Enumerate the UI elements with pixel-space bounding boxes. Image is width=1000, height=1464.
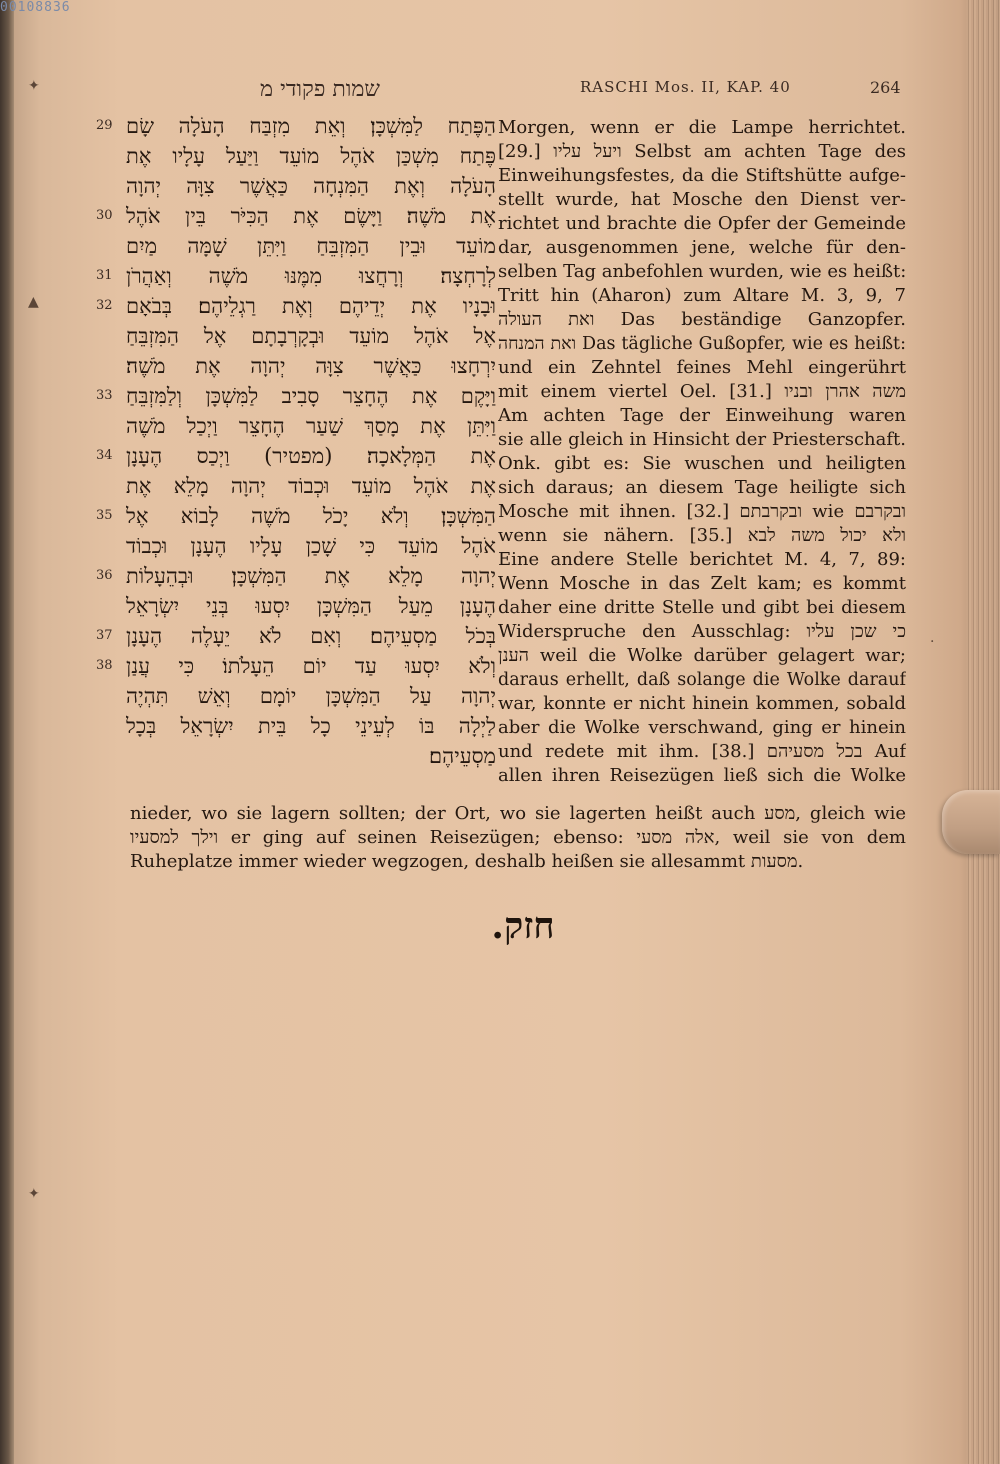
scan-id: 00108836 (0, 0, 71, 15)
german-line: Morgen, wenn er die Lampe herrichtet. (498, 117, 906, 138)
hebrew-line (96, 202, 496, 230)
german-line: sie alle gleich in Hinsicht der Priesterschaft. (498, 429, 906, 450)
german-line: Widerspruche den Ausschlag: כי שכן עליו (498, 621, 906, 642)
german-line: daraus erhellt, daß solange die Wolke darauf (498, 670, 906, 690)
hebrew-line-text: יְהוָה מָלֵא אֶת הַמִּשְׁכָּן׃ וּבְהֵעָלוֹת (126, 564, 496, 588)
hebrew-line-text: בְּכֹל מַסְעֵיהֶם׃ וְאִם לֹא יֵעָלֶה הֶעָנָן (126, 624, 496, 648)
hebrew-line-text: לְרָחְצָה׃ וְרָחֲצוּ מִמֶּנּוּ מֹשֶׁה וְאַהֲרֹן (126, 264, 496, 288)
german-line: [29.] ויעל עליו Selbst am achten Tage des (498, 141, 906, 162)
german-line: Eine andere Stelle berichtet M. 4, 7, 89: (498, 549, 906, 570)
verse-number: 38 (96, 658, 113, 673)
verse-number: 31 (96, 268, 113, 283)
german-line: richtet und brachte die Opfer der Gemeinde (498, 213, 906, 234)
hebrew-line-text: הַפֶּתַח לַמִּשְׁכָּן׃ וְאֵת מִזְבַּח הָעֹלָה שָׂם (126, 114, 496, 138)
verse-number: 36 (96, 568, 113, 583)
hebrew-line (96, 502, 496, 530)
german-line: und redete mit ihm. [38.] בכל מסעיהם Auf (498, 741, 906, 762)
hebrew-line (96, 712, 496, 740)
hebrew-line (96, 472, 496, 500)
hebrew-text-column (96, 112, 496, 772)
german-line: war, konnte er nicht hinein kommen, sobald (498, 693, 906, 714)
hebrew-line (96, 592, 496, 620)
verse-number: 34 (96, 448, 113, 463)
german-line: stellt wurde, hat Mosche den Dienst ver- (498, 189, 906, 210)
closing-word-chazak: חזק. (491, 905, 555, 947)
german-line: selben Tag anbefohlen wurden, wie es heißt: (498, 261, 906, 282)
german-line: und ein Zehntel feines Mehl eingerührt (498, 357, 906, 378)
verse-number: 35 (96, 508, 113, 523)
german-line: Am achten Tage der Einweihung waren (498, 405, 906, 426)
hebrew-line (96, 352, 496, 380)
hebrew-line-text: יְהוָה עַל הַמִּשְׁכָּן יוֹמָם וְאֵשׁ תִּהְיֶה (126, 684, 496, 708)
hebrew-line (96, 622, 496, 650)
german-line: ואת המנחה Das tägliche Gußopfer, wie es heißt: (498, 334, 906, 354)
verse-number: 32 (96, 298, 113, 313)
hebrew-line (96, 292, 496, 320)
thumb-index-tab (942, 790, 1000, 854)
german-line: allen ihren Reisezügen ließ sich die Wolke (498, 765, 906, 786)
hebrew-line (96, 322, 496, 350)
german-full-line: nieder, wo sie lagern sollten; der Ort, wo sie lagerten heißt auch מסע, gleich wie (130, 803, 906, 824)
hebrew-line-text: הָעֹלָה וְאֶת הַמִּנְחָה כַּאֲשֶׁר צִוָּה יְהוָה (126, 174, 496, 198)
hebrew-line (96, 112, 496, 140)
hebrew-line-text: יִרְחָצוּ כַּאֲשֶׁר צִוָּה יְהוָה אֶת מֹשֶׁה׃ (126, 354, 496, 378)
german-line: Mosche mit ihnen. [32.] ובקרבתם wie ובקרבם (498, 501, 906, 522)
margin-mark-top: ✦ (28, 78, 40, 94)
margin-mark-bottom: ✦ (28, 1186, 40, 1202)
hebrew-line-text: לַיְלָה בּוֹ לְעֵינֵי כָל בֵּית יִשְׂרָאֵל בְּכָל (126, 714, 496, 738)
german-line: wenn sie nähern. [35.] ולא יכול משה לבא (498, 525, 906, 546)
german-line: Einweihungsfestes, da die Stiftshütte aufge- (498, 165, 906, 186)
german-line: Tritt hin (Aharon) zum Altare M. 3, 9, 7 (498, 285, 906, 306)
hebrew-line-text: וַיִּתֵּן אֶת מָסַךְ שַׁעַר הֶחָצֵר וַיְכַל מֹשֶׁה (126, 414, 496, 438)
german-line: dar, ausgenommen jene, welche für den- (498, 237, 906, 258)
header-hebrew-title: שמות פקודי מ (260, 77, 380, 102)
hebrew-line-text: אֶל אֹהֶל מוֹעֵד וּבְקָרְבָתָם אֶל הַמִּזְבֵּחַ (126, 324, 496, 348)
hebrew-line (96, 262, 496, 290)
hebrew-line-text: הֶעָנָן מֵעַל הַמִּשְׁכָּן יִסְעוּ בְּנֵי יִשְׂרָאֵל (126, 594, 496, 618)
hebrew-line-text: אֶת אֹהֶל מוֹעֵד וּכְבוֹד יְהוָה מָלֵא אֶת (126, 474, 496, 498)
verse-number: 33 (96, 388, 113, 403)
hebrew-line-text: וּבָנָיו אֶת יְדֵיהֶם וְאֶת רַגְלֵיהֶם׃ בְּבֹאָם (126, 294, 496, 318)
german-full-line: וילך למסעיו er ging auf seinen Reisezügen; ebenso: אלה מסעי, weil sie von dem (130, 827, 906, 848)
hebrew-line (96, 682, 496, 710)
german-line: ואת העולה Das beständige Ganzopfer. (498, 309, 906, 330)
hebrew-line-text: וְלֹא יִסְעוּ עַד יוֹם הֵעָלֹתוֹ׃ כִּי עֲנַן (126, 654, 496, 678)
book-spine (0, 0, 14, 1464)
hebrew-line-text: מוֹעֵד וּבֵין הַמִּזְבֵּחַ וַיִּתֵּן שָׁמָּה מַיִם (126, 234, 496, 258)
verse-number: 29 (96, 118, 113, 133)
hebrew-line-text: הַמִּשְׁכָּן׃ וְלֹא יָכֹל מֹשֶׁה לָבוֹא אֶל (126, 504, 496, 528)
hebrew-line-text: פֶּתַח מִשְׁכַּן אֹהֶל מוֹעֵד וַיַּעַל עָלָיו אֶת (126, 144, 496, 168)
german-commentary-full-width (130, 790, 906, 880)
hebrew-line (96, 382, 496, 410)
german-line: mit einem viertel Oel. [31.] משה אהרן ובניו (498, 381, 906, 402)
hebrew-line-text: אֶת מֹשֶׁה׃ וַיָּשֶׂם אֶת הַכִּיֹּר בֵּין אֹהֶל (126, 204, 496, 228)
hebrew-line (96, 172, 496, 200)
running-header (190, 76, 910, 106)
margin-mark-mid: ▲ (28, 294, 39, 310)
hebrew-line-text: מַסְעֵיהֶם׃ (429, 744, 496, 768)
german-line: Onk. gibt es: Sie wuschen und heiligten (498, 453, 906, 474)
page-edges (966, 0, 1000, 1464)
hebrew-line (96, 532, 496, 560)
hebrew-line-text: וַיָּקֶם אֶת הֶחָצֵר סָבִיב לַמִּשְׁכָּן וְלַמִּזְבֵּחַ (126, 384, 496, 408)
verse-number: 37 (96, 628, 113, 643)
hebrew-line (96, 442, 496, 470)
hebrew-line (96, 562, 496, 590)
page-number: 264 (870, 78, 901, 97)
header-latin-title: RASCHI Mos. II, KAP. 40 (580, 78, 791, 96)
german-full-line: Ruheplatze immer wieder wegzogen, deshalb heißen sie allesammt מסעות. (130, 851, 804, 872)
verse-number: 30 (96, 208, 113, 223)
hebrew-line-text: אֹהֶל מוֹעֵד כִּי שָׁכַן עָלָיו הֶעָנָן וּכְבוֹד (126, 534, 496, 558)
german-commentary-column (498, 112, 906, 792)
hebrew-line (96, 232, 496, 260)
german-line: aber die Wolke verschwand, ging er hinein (498, 717, 906, 738)
german-line: הענן weil die Wolke darüber gelagert war; (498, 645, 906, 666)
hebrew-line (96, 142, 496, 170)
german-line: Wenn Mosche in das Zelt kam; es kommt (498, 573, 906, 594)
german-line: daher eine dritte Stelle und gibt bei diesem (498, 597, 906, 618)
hebrew-line-text: אֶת הַמְּלָאכָה׃ (מפטיר) וַיְכַס הֶעָנָן (126, 444, 496, 468)
german-line: sich daraus; an diesem Tage heiligte sich (498, 477, 906, 498)
hebrew-line (96, 742, 496, 770)
margin-mark-right: · (930, 634, 935, 650)
hebrew-line (96, 652, 496, 680)
hebrew-line (96, 412, 496, 440)
